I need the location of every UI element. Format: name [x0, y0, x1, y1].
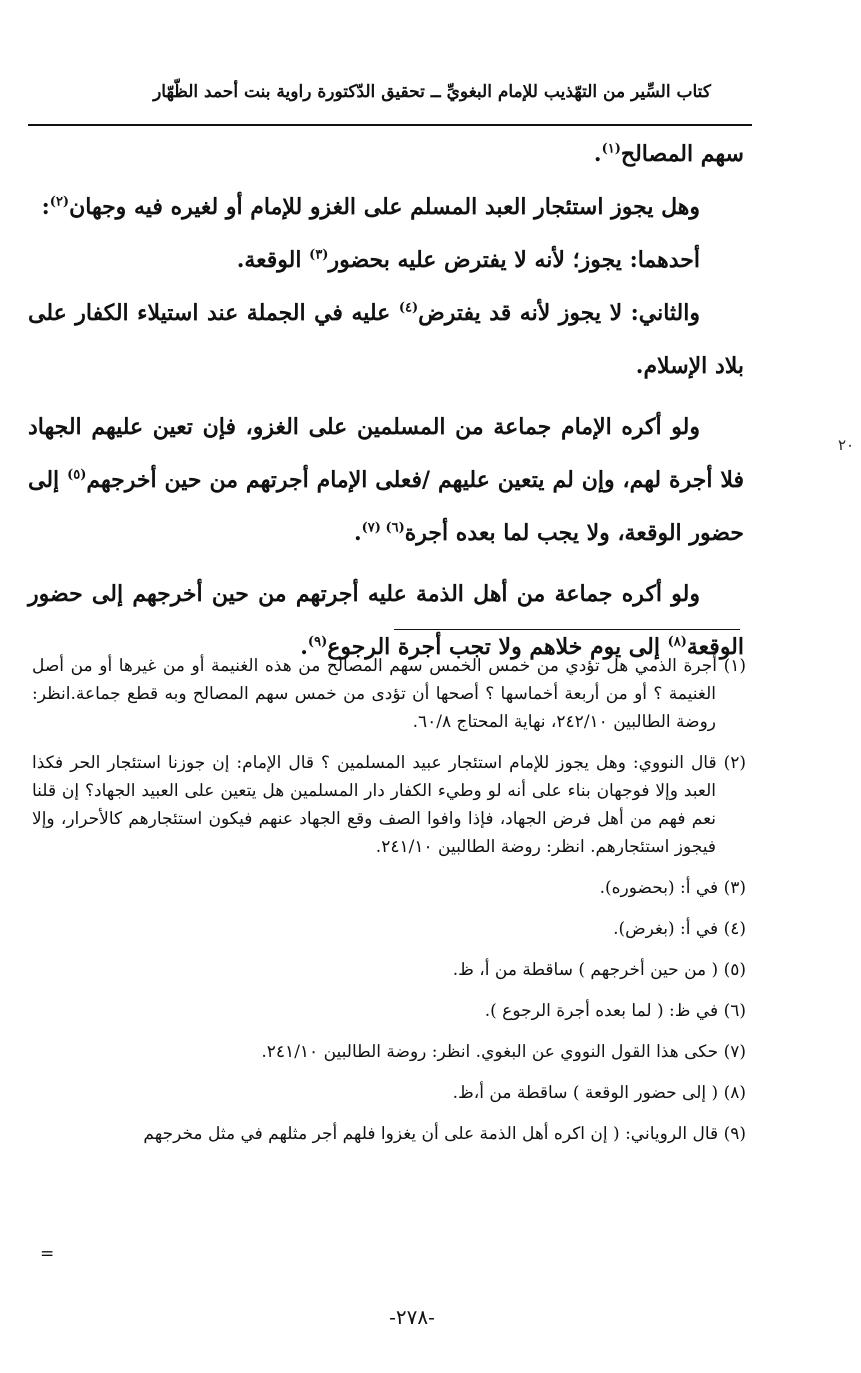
header-rule — [28, 124, 752, 126]
footnote-ref-4: (٤) — [398, 300, 419, 316]
footnote-number: (٣) — [723, 878, 746, 898]
footnotes-section — [32, 652, 746, 1161]
footnote-8 — [32, 1079, 746, 1107]
paragraph-3 — [28, 234, 744, 287]
footnote-text: في أ: (بغرض). — [613, 919, 719, 939]
paragraph-5 — [28, 401, 744, 560]
footnote-text: ( إلى حضور الوقعة ) ساقطة من أ،ظ. — [452, 1083, 719, 1103]
footnote-ref-2: (٢) — [49, 194, 70, 210]
footnote-number: (٩) — [723, 1124, 746, 1144]
paragraph-4 — [28, 287, 744, 393]
paragraph-5-text-a: ولو أكره الإمام جماعة من المسلمين على الغزو، فإن تعين عليهم الجهاد فلا أجرة لهم، وإن لم يتعين عليهم /فعلى الإمام أجرتهم من حين أخرجهم — [28, 414, 745, 493]
footnote-7 — [32, 1038, 746, 1066]
footnote-text: حكى هذا القول النووي عن البغوي. انظر: روضة الطالبين ٢٤١/١٠. — [261, 1042, 719, 1062]
footnote-3 — [32, 874, 746, 902]
footnote-6 — [32, 997, 746, 1025]
paragraph-2 — [28, 181, 744, 234]
footnote-number: (٥) — [723, 960, 746, 980]
paragraph-2-text: وهل يجوز استئجار العبد المسلم على الغزو للإمام أو لغيره فيه وجهان — [69, 194, 700, 220]
paragraph-6-text-b: إلى يوم خلاهم ولا تجب أجرة الرجوع — [327, 634, 668, 660]
footnote-ref-7: (٧) — [361, 520, 386, 536]
footnote-ref-1: (١) — [601, 141, 621, 157]
paragraph-6-text-a: ولو أكره جماعة من أهل الذمة عليه أجرتهم من حين أخرجهم إلى حضور الوقعة — [28, 581, 744, 660]
footnote-1 — [32, 652, 746, 736]
footnote-number: (٤) — [723, 919, 746, 939]
margin-leaf-marker: ٢٠ — [838, 436, 855, 454]
footnote-5 — [32, 956, 746, 984]
footnote-ref-6: (٦) — [385, 520, 405, 536]
footnote-9 — [32, 1120, 746, 1148]
footnote-text: في أ: (بحضوره). — [599, 878, 719, 898]
main-text — [28, 128, 744, 674]
footnote-number: (٨) — [723, 1083, 746, 1103]
footnote-text: قال النووي: وهل يجوز للإمام استئجار عبيد المسلمين ؟ قال الإمام: إن جوزنا استئجار الحر فكذا العبد وإلا فوجهان بناء على أنه لو وطيء الكفار دار المسلمين هل يتعين على العبيد الجهاد؟ إن قلنا نعم فهم من أهل فرض الجهاد، فإذا وافوا الصف وقع الجهاد عنهم فيكون استئجارهم كالأحرار، وإلا فيجوز استئجارهم. انظر: روضة الطالبين ٢٤١/١٠. — [32, 753, 717, 857]
footnote-2 — [32, 749, 746, 861]
continuation-mark: = — [40, 1244, 55, 1264]
footnote-text: قال الروياني: ( إن اكره أهل الذمة على أن يغزوا فلهم أجر مثلهم في مثل مخرجهم — [143, 1124, 719, 1144]
footnote-number: (٢) — [723, 753, 746, 773]
footnote-ref-3: (٣) — [309, 247, 329, 263]
paragraph-4-text-b: عليه في الجملة عند استيلاء الكفار على بلاد الإسلام. — [28, 300, 744, 379]
page-number: -٢٧٨- — [389, 1305, 435, 1329]
paragraph-2-end: : — [41, 194, 50, 220]
footnote-separator — [394, 629, 740, 630]
footnote-ref-5: (٥) — [67, 467, 87, 483]
footnote-number: (٧) — [723, 1042, 746, 1062]
footnote-text: أجرة الذمي هل تؤدي من خمس الخمس سهم المصالح من هذه الغنيمة أو من غيرها أو من أصل الغنيمة ؟ أو من أربعة أخماسها ؟ أصحها أن تؤدى من خمس سهم المصالح وبه قطع جماعة.انظر: روضة الطالبين ٢٤٢/١٠، نهاية المحتاج ٦٠/٨. — [32, 656, 717, 732]
footnote-number: (٦) — [723, 1001, 746, 1021]
running-header-title: كتاب السِّير من التهّذيب للإمام البغويِّ ــ تحقيق الدّكتورة راوية بنت أحمد الظّهّار — [153, 82, 711, 102]
footnote-text: في ظ: ( لما بعده أجرة الرجوع ). — [484, 1001, 719, 1021]
paragraph-6-end: . — [300, 634, 308, 660]
footnote-number: (١) — [723, 656, 746, 676]
paragraph-3-text-a: أحدهما: يجوز؛ لأنه لا يفترض عليه بحضور — [328, 247, 700, 273]
paragraph-5-end: . — [353, 520, 362, 546]
paragraph-1-end: . — [593, 141, 602, 167]
paragraph-4-text-a: والثاني: لا يجوز لأنه قد يفترض — [418, 300, 700, 326]
footnote-4 — [32, 915, 746, 943]
footnote-ref-8: (٨) — [667, 634, 687, 650]
paragraph-1-text: سهم المصالح — [620, 141, 744, 167]
footnote-ref-9: (٩) — [307, 634, 328, 650]
footnote-text: ( من حين أخرجهم ) ساقطة من أ، ظ. — [452, 960, 719, 980]
paragraph-1 — [28, 128, 744, 181]
paragraph-3-text-b: الوقعة. — [236, 247, 310, 273]
paragraph-5-text-b: إلى حضور الوقعة، ولا يجب لما بعده أجرة — [28, 467, 744, 546]
